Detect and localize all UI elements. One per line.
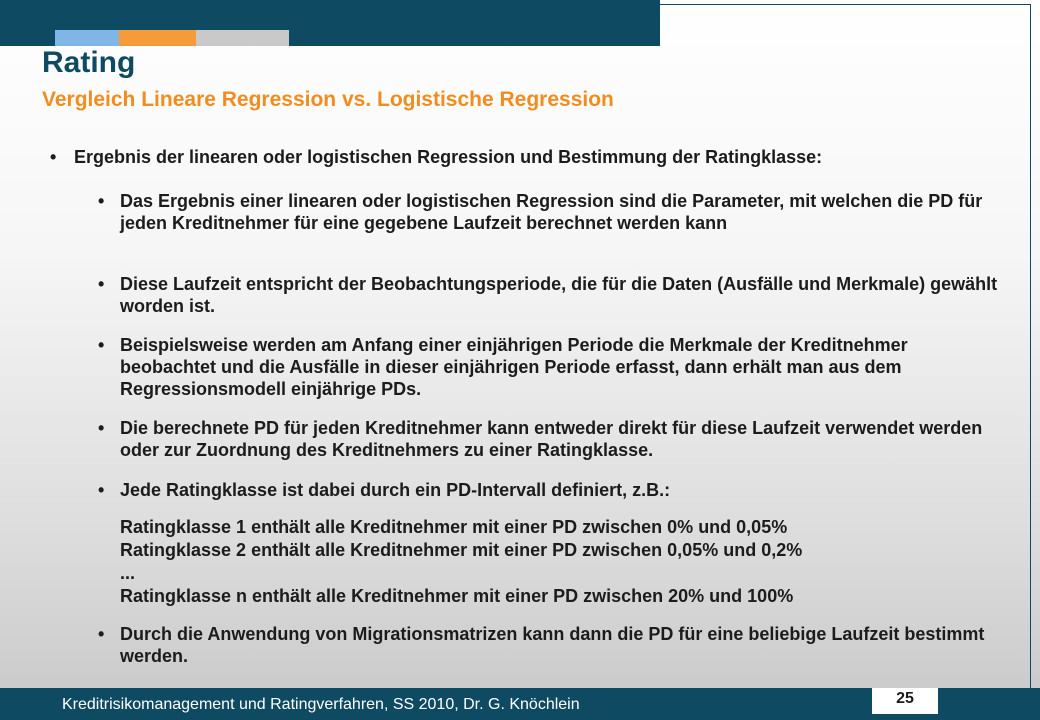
main-bullet-text: Ergebnis der linearen oder logistischen Regression und Bestimmung der Ratingklasse: bbox=[74, 147, 823, 167]
slide-title: Rating bbox=[42, 46, 136, 79]
rating-class-line: Ratingklasse n enthält alle Kreditnehmer mit einer PD zwischen 20% und 100% bbox=[120, 586, 794, 606]
sub-bullet-text: Das Ergebnis einer linearen oder logistischen Regression sind die Parameter, mit welchen die PD für jeden Kreditnehmer für eine gegebene Laufzeit berechnet werden kann bbox=[120, 191, 983, 233]
bullet-marker: • bbox=[98, 335, 105, 355]
bullet-marker: • bbox=[50, 147, 57, 167]
page-number: 25 bbox=[896, 690, 914, 707]
accent-block-gray bbox=[196, 30, 289, 46]
accent-block-orange bbox=[119, 30, 196, 46]
sub-bullet-text: Die berechnete PD für jeden Kreditnehmer kann entweder direkt für diese Laufzeit verwendet werden oder zur Zuordnung des Kreditnehmers zu einer Ratingklasse. bbox=[120, 418, 983, 460]
footer-text: Kreditrisikomanagement und Ratingverfahren, SS 2010, Dr. G. Knöchlein bbox=[62, 696, 580, 713]
bullet-marker: • bbox=[98, 191, 105, 211]
rating-class-line: Ratingklasse 2 enthält alle Kreditnehmer mit einer PD zwischen 0,05% und 0,2% bbox=[120, 540, 803, 560]
sub-bullet-text: Durch die Anwendung von Migrationsmatrizen kann dann die PD für eine beliebige Laufzeit bestimmt werden. bbox=[120, 624, 985, 666]
rating-class-ellipsis: ... bbox=[120, 563, 136, 583]
accent-block-blue bbox=[55, 30, 119, 46]
sub-bullet-text: Jede Ratingklasse ist dabei durch ein PD-Intervall definiert, z.B.: bbox=[120, 480, 671, 500]
slide-subtitle: Vergleich Lineare Regression vs. Logistische Regression bbox=[42, 88, 614, 111]
bullet-marker: • bbox=[98, 480, 105, 500]
sub-bullet-text: Diese Laufzeit entspricht der Beobachtungsperiode, die für die Daten (Ausfälle und Merkmale) gewählt worden ist. bbox=[120, 274, 998, 316]
bullet-marker: • bbox=[98, 418, 105, 438]
rating-class-line: Ratingklasse 1 enthält alle Kreditnehmer mit einer PD zwischen 0% und 0,05% bbox=[120, 517, 788, 537]
sub-bullet-text: Beispielsweise werden am Anfang einer einjährigen Periode die Merkmale der Kreditnehmer beobachtet und die Ausfälle in dieser einjährigen Periode erfasst, dann erhält man aus dem Regressionsmodell einjährige PDs. bbox=[120, 335, 908, 399]
bullet-marker: • bbox=[98, 274, 105, 294]
frame-line-right bbox=[1030, 4, 1031, 688]
frame-line-top bbox=[660, 4, 1031, 5]
bullet-marker: • bbox=[98, 624, 105, 644]
